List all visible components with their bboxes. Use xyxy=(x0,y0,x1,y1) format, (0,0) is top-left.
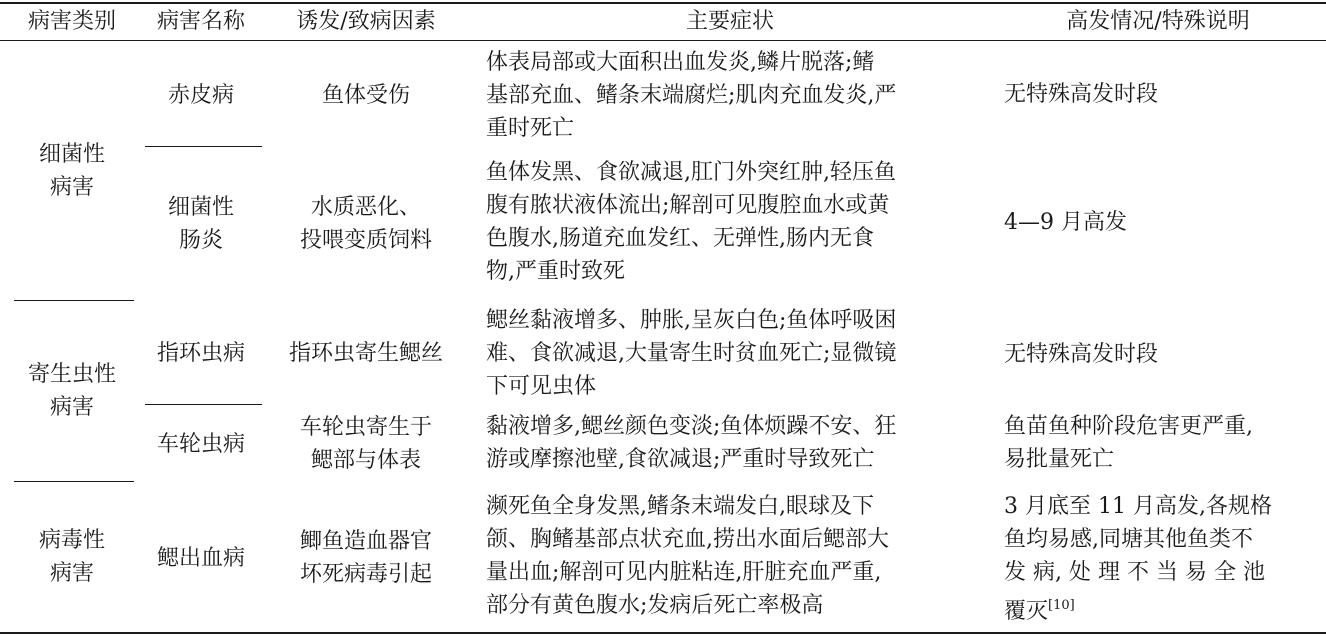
header-category: 病害类别 xyxy=(27,9,116,34)
symptoms-cell: 鱼体发黑、食欲减退,肛门外突红肿,轻压鱼 腹有脓状液体流出;解剖可见腹腔血水或黄 色腹水,肠道充血发红、无弹性,肠内无食 物,严重时致死 xyxy=(486,160,896,284)
disease-name-cell: 鳃出血病 xyxy=(156,545,245,571)
top-rule xyxy=(0,2,1326,4)
cause-cell: 水质恶化、 投喂变质饲料 xyxy=(299,195,432,253)
notes-text: 3 月底至 11 月高发,各规格 鱼均易感,同塘其他鱼类不 发 病, 处 理 不 当 易 全 池 覆灭 xyxy=(1004,494,1272,624)
symptoms-cell: 体表局部或大面积出血发炎,鳞片脱落;鳍 基部充血、鳍条末端腐烂;肌肉充血发炎,严 重时死亡 xyxy=(486,50,897,141)
header-notes: 高发情况/特殊说明 xyxy=(1066,9,1250,34)
reference-mark: [10] xyxy=(1048,598,1075,613)
symptoms-cell: 鳃丝黏液增多、肿胀,呈灰白色;鱼体呼吸困 难、食欲减退,大量寄生时贫血死亡;显微镜 下可见虫体 xyxy=(486,308,897,399)
header-name: 病害名称 xyxy=(156,9,245,34)
header-cause: 诱发/致病因素 xyxy=(296,9,436,34)
disease-name-cell: 指环虫病 xyxy=(156,340,245,366)
cause-cell: 鲫鱼造血器官 坏死病毒引起 xyxy=(299,529,432,587)
name-divider xyxy=(145,146,262,147)
disease-name-cell: 车轮虫病 xyxy=(156,431,245,457)
notes-cell: 无特殊高发时段 xyxy=(1004,82,1159,107)
header-rule xyxy=(0,40,1326,41)
cause-cell: 鱼体受伤 xyxy=(321,82,410,108)
bottom-rule xyxy=(0,632,1326,634)
name-divider xyxy=(145,404,262,405)
disease-name-cell: 赤皮病 xyxy=(167,82,234,108)
notes-cell: 4—9 月高发 xyxy=(1004,210,1127,235)
notes-cell xyxy=(1004,490,1320,628)
header-symptoms: 主要症状 xyxy=(685,9,774,34)
category-cell: 病毒性 病害 xyxy=(38,528,105,586)
category-cell: 寄生虫性 病害 xyxy=(27,362,116,420)
cause-cell: 指环虫寄生鳃丝 xyxy=(288,340,443,366)
notes-cell: 无特殊高发时段 xyxy=(1004,342,1159,367)
notes-cell: 鱼苗鱼种阶段危害更严重, 易批量死亡 xyxy=(1004,414,1253,472)
cause-cell: 车轮虫寄生于 鳃部与体表 xyxy=(299,415,432,473)
disease-name-cell: 细菌性 肠炎 xyxy=(167,195,234,253)
symptoms-cell: 濒死鱼全身发黑,鳍条末端发白,眼球及下 颌、胸鳍基部点状充血,捞出水面后鳃部大 量出血;解剖可见内脏粘连,肝脏充血严重, 部分有黄色腹水;发病后死亡率极高 xyxy=(486,494,889,618)
category-cell: 细菌性 病害 xyxy=(38,142,105,200)
symptoms-cell: 黏液增多,鳃丝颜色变淡;鱼体烦躁不安、狂 游或摩擦池壁,食欲减退;严重时导致死亡 xyxy=(486,414,897,472)
